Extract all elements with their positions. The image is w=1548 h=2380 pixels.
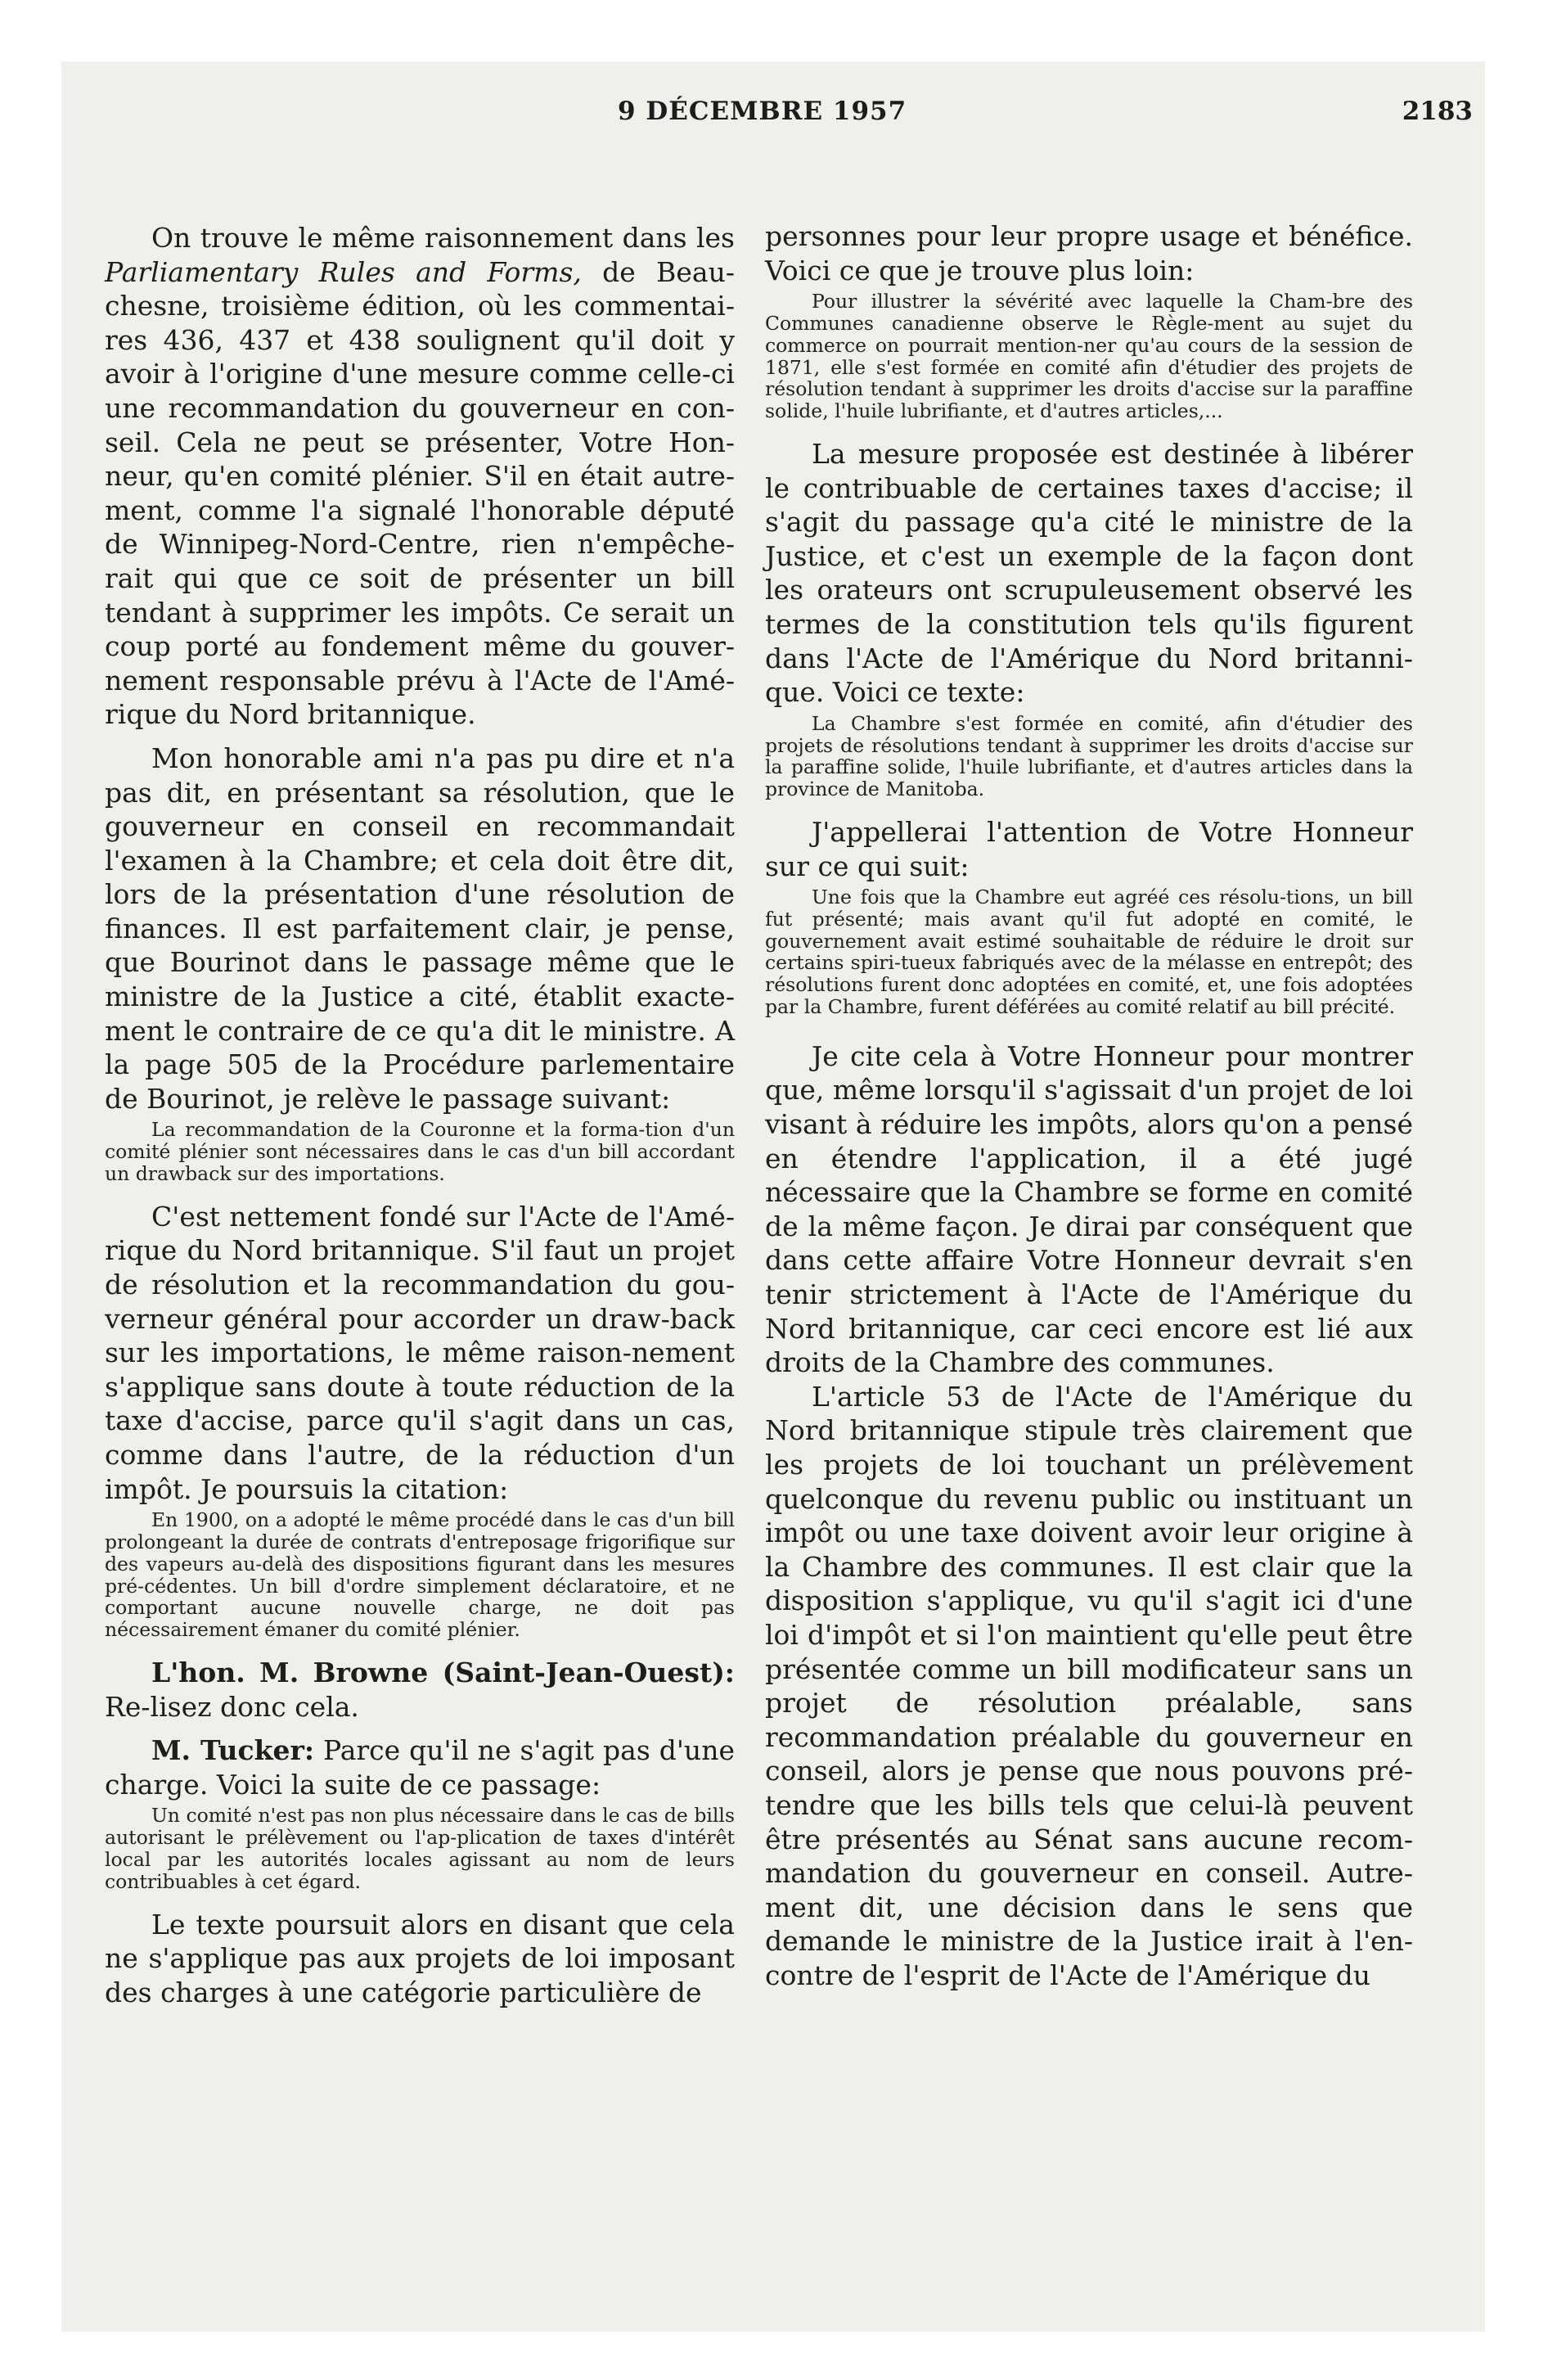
- quotation: Pour illustrer la sévérité avec laquelle la Cham-bre des Communes canadienne observe le Règle-ment au sujet du commerce on pourrait mention-ner qu'au cours de la session de 1871, elle s'est formée en comité afin d'étudier des projets de résolution tendant à supprimer les droits d'accise sur la paraffine solide, l'huile lubrifiante, et d'autres articles,...: [765, 290, 1413, 423]
- paragraph: [105, 221, 735, 732]
- quotation: En 1900, on a adopté le même procédé dans le cas d'un bill prolongeant la durée de contrats d'entreposage frigorifique sur des vapeurs au-delà des dispositions figurant dans les mesures pré-cédentes. Un bill d'ordre simplement déclaratoire, et ne comportant aucune nouvelle charge, ne doit pas nécessairement émaner du comité plénier.: [105, 1508, 735, 1642]
- paragraph: L'article 53 de l'Acte de l'Amérique du Nord britannique stipule très clairement que les projets de loi touchant un prélèvement quelconque du revenu public ou instituant un impôt ou une taxe doivent avoir leur origine à la Chambre des communes. Il est clair que la disposition s'applique, vu qu'il s'agit ici d'une loi d'impôt et si l'on maintient qu'elle peut être présentée comme un bill modificateur sans un projet de résolution préalable, sans recommandation préalable du gouverneur en conseil, alors je pense que nous pouvons pré-tendre que les bills tels que celui-là peuvent être présentés au Sénat sans aucune recom-mandation du gouverneur en conseil. Autre-ment dit, une décision dans le sens que demande le ministre de la Justice irait à l'en-contre de l'esprit de l'Acte de l'Amérique du: [765, 1380, 1413, 1991]
- speaker-name: L'hon. M. Browne (Saint-Jean-Ouest):: [151, 1656, 735, 1688]
- paragraph: Le texte poursuit alors en disant que cela ne s'applique pas aux projets de loi imposant des charges à une catégorie particulière de: [105, 1908, 735, 2008]
- speaker-name: M. Tucker:: [151, 1734, 315, 1767]
- paragraph: [105, 1733, 735, 1801]
- paragraph: Mon honorable ami n'a pas pu dire et n'a pas dit, en présentant sa résolution, que le gouverneur en conseil en recommandait l'examen à la Chambre; et cela doit être dit, lors de la présentation d'une résolution de finances. Il est parfaitement clair, je pense, que Bourinot dans le passage même que le ministre de la Justice a cité, établit exacte-ment le contraire de ce qu'a dit le ministre. A la page 505 de la Procédure parlementaire de Bourinot, je relève le passage suivant:: [105, 741, 735, 1115]
- paragraph: C'est nettement fondé sur l'Acte de l'Amé-rique du Nord britannique. S'il faut un projet de résolution et la recommandation du gou-verneur général pour accorder un draw-back sur les importations, le même raison-nement s'applique sans doute à toute réduction de la taxe d'accise, parce qu'il s'agit dans un cas, comme dans l'autre, de la réduction d'un impôt. Je poursuis la citation:: [105, 1200, 735, 1505]
- paragraph: personnes pour leur propre usage et bénéfice. Voici ce que je trouve plus loin:: [765, 220, 1413, 286]
- book-title: Parliamentary Rules and Forms,: [105, 255, 582, 288]
- header-date: 9 DÉCEMBRE 1957: [618, 97, 907, 126]
- paragraph: La mesure proposée est destinée à libérer le contribuable de certaines taxes d'accise; il s'agit du passage qu'a cité le ministre de la Justice, et c'est un exemple de la façon dont les orateurs ont scrupuleusement observé les termes de la constitution tels qu'ils figurent dans l'Acte de l'Amérique du Nord britanni-que. Voici ce texte:: [765, 437, 1413, 709]
- quotation: Une fois que la Chambre eut agréé ces résolu-tions, un bill fut présenté; mais avant qu'il fut adopté en comité, le gouvernement avait estimé souhaitable de réduire le droit sur certains spiri-tueux fabriqués avec de la mélasse en entrepôt; des résolutions furent donc adoptées en comité, et, une fois adoptées par la Chambre, furent déférées au comité relatif au bill précité.: [765, 886, 1413, 1019]
- quotation: La Chambre s'est formée en comité, afin d'étudier des projets de résolutions tendant à supprimer les droits d'accise sur la paraffine solide, l'huile lubrifiante, et d'autres articles dans la province de Manitoba.: [765, 711, 1413, 801]
- paragraph-text: On trouve le même raisonnement dans les: [151, 222, 735, 254]
- page-number: 2183: [1402, 97, 1473, 126]
- left-column: [105, 221, 735, 2009]
- quotation: Un comité n'est pas non plus nécessaire dans le cas de bills autorisant le prélèvement ou l'ap-plication de taxes d'intérêt local par les autorités locales agissant au nom de leurs contribuables à cet égard.: [105, 1804, 735, 1893]
- paragraph: J'appellerai l'attention de Votre Honneur sur ce qui suit:: [765, 815, 1413, 882]
- page-header: [61, 88, 1485, 137]
- paragraph-text: Parce qu'il ne s'agit pas d'une charge. Voici la suite de ce passage:: [105, 1734, 735, 1801]
- right-column: [765, 219, 1413, 1993]
- quotation: La recommandation de la Couronne et la forma-tion d'un comité plénier sont nécessaires dans le cas d'un bill accordant un drawback sur des importations.: [105, 1118, 735, 1186]
- paragraph-text: Re-lisez donc cela.: [105, 1690, 359, 1723]
- paragraph: [105, 1656, 735, 1724]
- paragraph: Je cite cela à Votre Honneur pour montrer que, même lorsqu'il s'agissait d'un projet de loi visant à réduire les impôts, alors qu'on a pensé en étendre l'application, il a été jugé nécessaire que la Chambre se forme en comité de la même façon. Je dirai par conséquent que dans cette affaire Votre Honneur devrait s'en tenir strictement à l'Acte de l'Amérique du Nord britannique, car ceci encore est lié aux droits de la Chambre des communes.: [765, 1039, 1413, 1379]
- paragraph-text: de Beau-chesne, troisième édition, où les commentai-res 436, 437 et 438 soulignent qu'il doit y avoir à l'origine d'une mesure comme celle-ci une recommandation du gouverneur en con-seil. Cela ne peut se présenter, Votre Hon-neur, qu'en comité plénier. S'il en était autre-ment, comme l'a signalé l'honorable député de Winnipeg-Nord-Centre, rien n'empêche-rait qui que ce soit de présenter un bill tendant à supprimer les impôts. Ce serait un coup porté au fondement même du gouver-nement responsable prévu à l'Acte de l'Amé-rique du Nord britannique.: [105, 255, 735, 731]
